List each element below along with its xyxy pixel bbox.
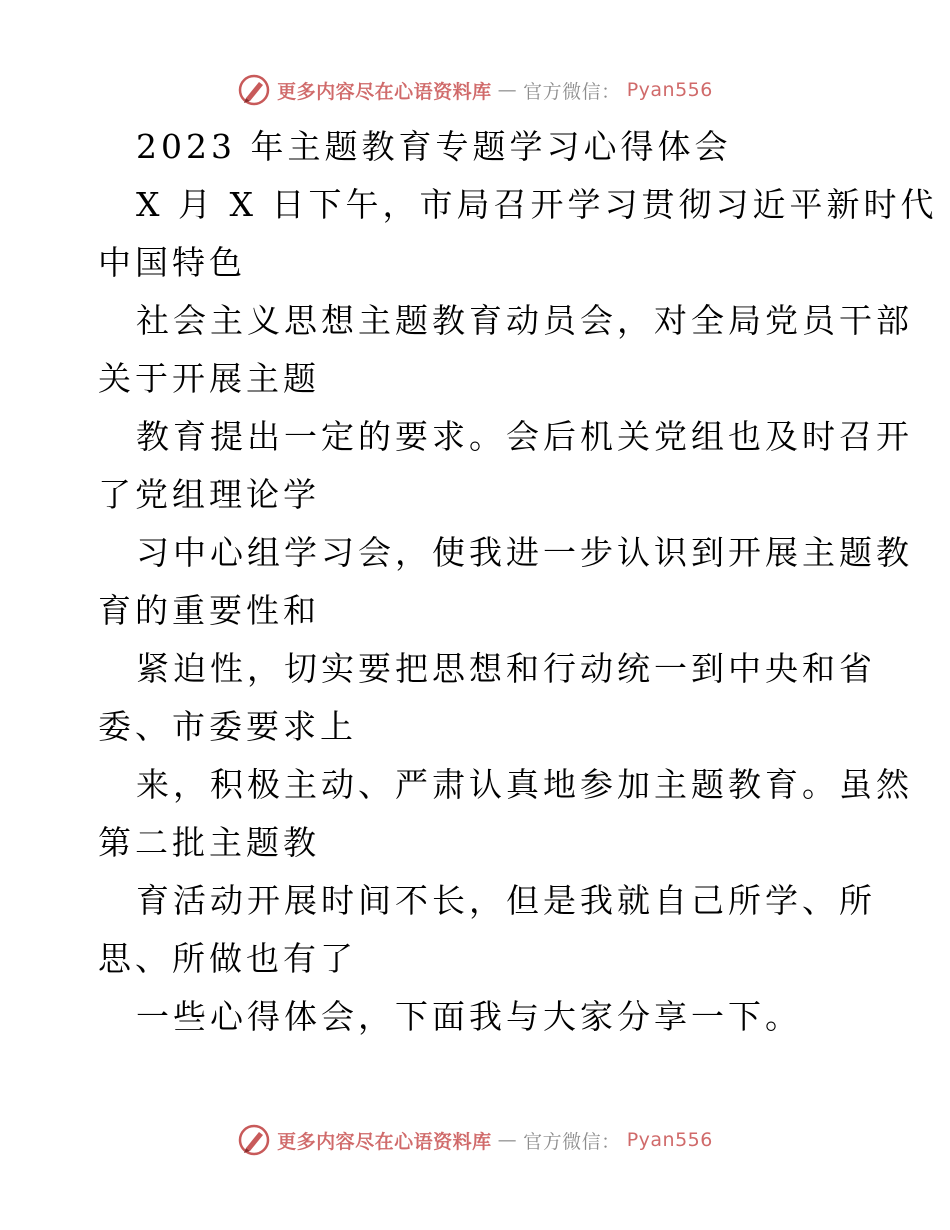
pen-logo-icon	[237, 1123, 271, 1157]
paragraph-line: 一些心得体会，下面我与大家分享一下。	[136, 997, 802, 1036]
paragraph-line: 中国特色	[98, 243, 246, 282]
watermark-id: Pyan556	[626, 1129, 713, 1151]
paragraph-line: 关于开展主题	[98, 359, 320, 398]
watermark-label: 官方微信：	[523, 1130, 621, 1153]
watermark-separator: —	[497, 79, 518, 101]
paragraph-line: 委、市委要求上	[98, 707, 357, 746]
paragraph-line: 育活动开展时间不长，但是我就自己所学、所	[136, 881, 876, 920]
paragraph-line: 习中心组学习会，使我进一步认识到开展主题教	[136, 533, 913, 572]
paragraph-line: 社会主义思想主题教育动员会，对全局党员干部	[136, 301, 913, 340]
paragraph-line: 第二批主题教	[98, 823, 320, 862]
paragraph-line: X 月 X 日下午，市局召开学习贯彻习近平新时代	[136, 185, 938, 224]
paragraph-line: 育的重要性和	[98, 591, 320, 630]
watermark-separator: —	[497, 1129, 518, 1151]
watermark-main-text: 更多内容尽在心语资料库	[277, 1130, 492, 1153]
watermark-main-text: 更多内容尽在心语资料库	[277, 80, 492, 103]
watermark-label: 官方微信：	[523, 80, 621, 103]
paragraph-line: 思、所做也有了	[98, 939, 357, 978]
document-title: 2023 年主题教育专题学习心得体会	[136, 127, 732, 166]
paragraph-line: 来，积极主动、严肃认真地参加主题教育。虽然	[136, 765, 913, 804]
footer-watermark	[0, 1120, 950, 1160]
paragraph-line: 紧迫性，切实要把思想和行动统一到中央和省	[136, 649, 876, 688]
paragraph-line: 了党组理论学	[98, 475, 320, 514]
watermark-id: Pyan556	[626, 79, 713, 101]
paragraph-line: 教育提出一定的要求。会后机关党组也及时召开	[136, 417, 913, 456]
